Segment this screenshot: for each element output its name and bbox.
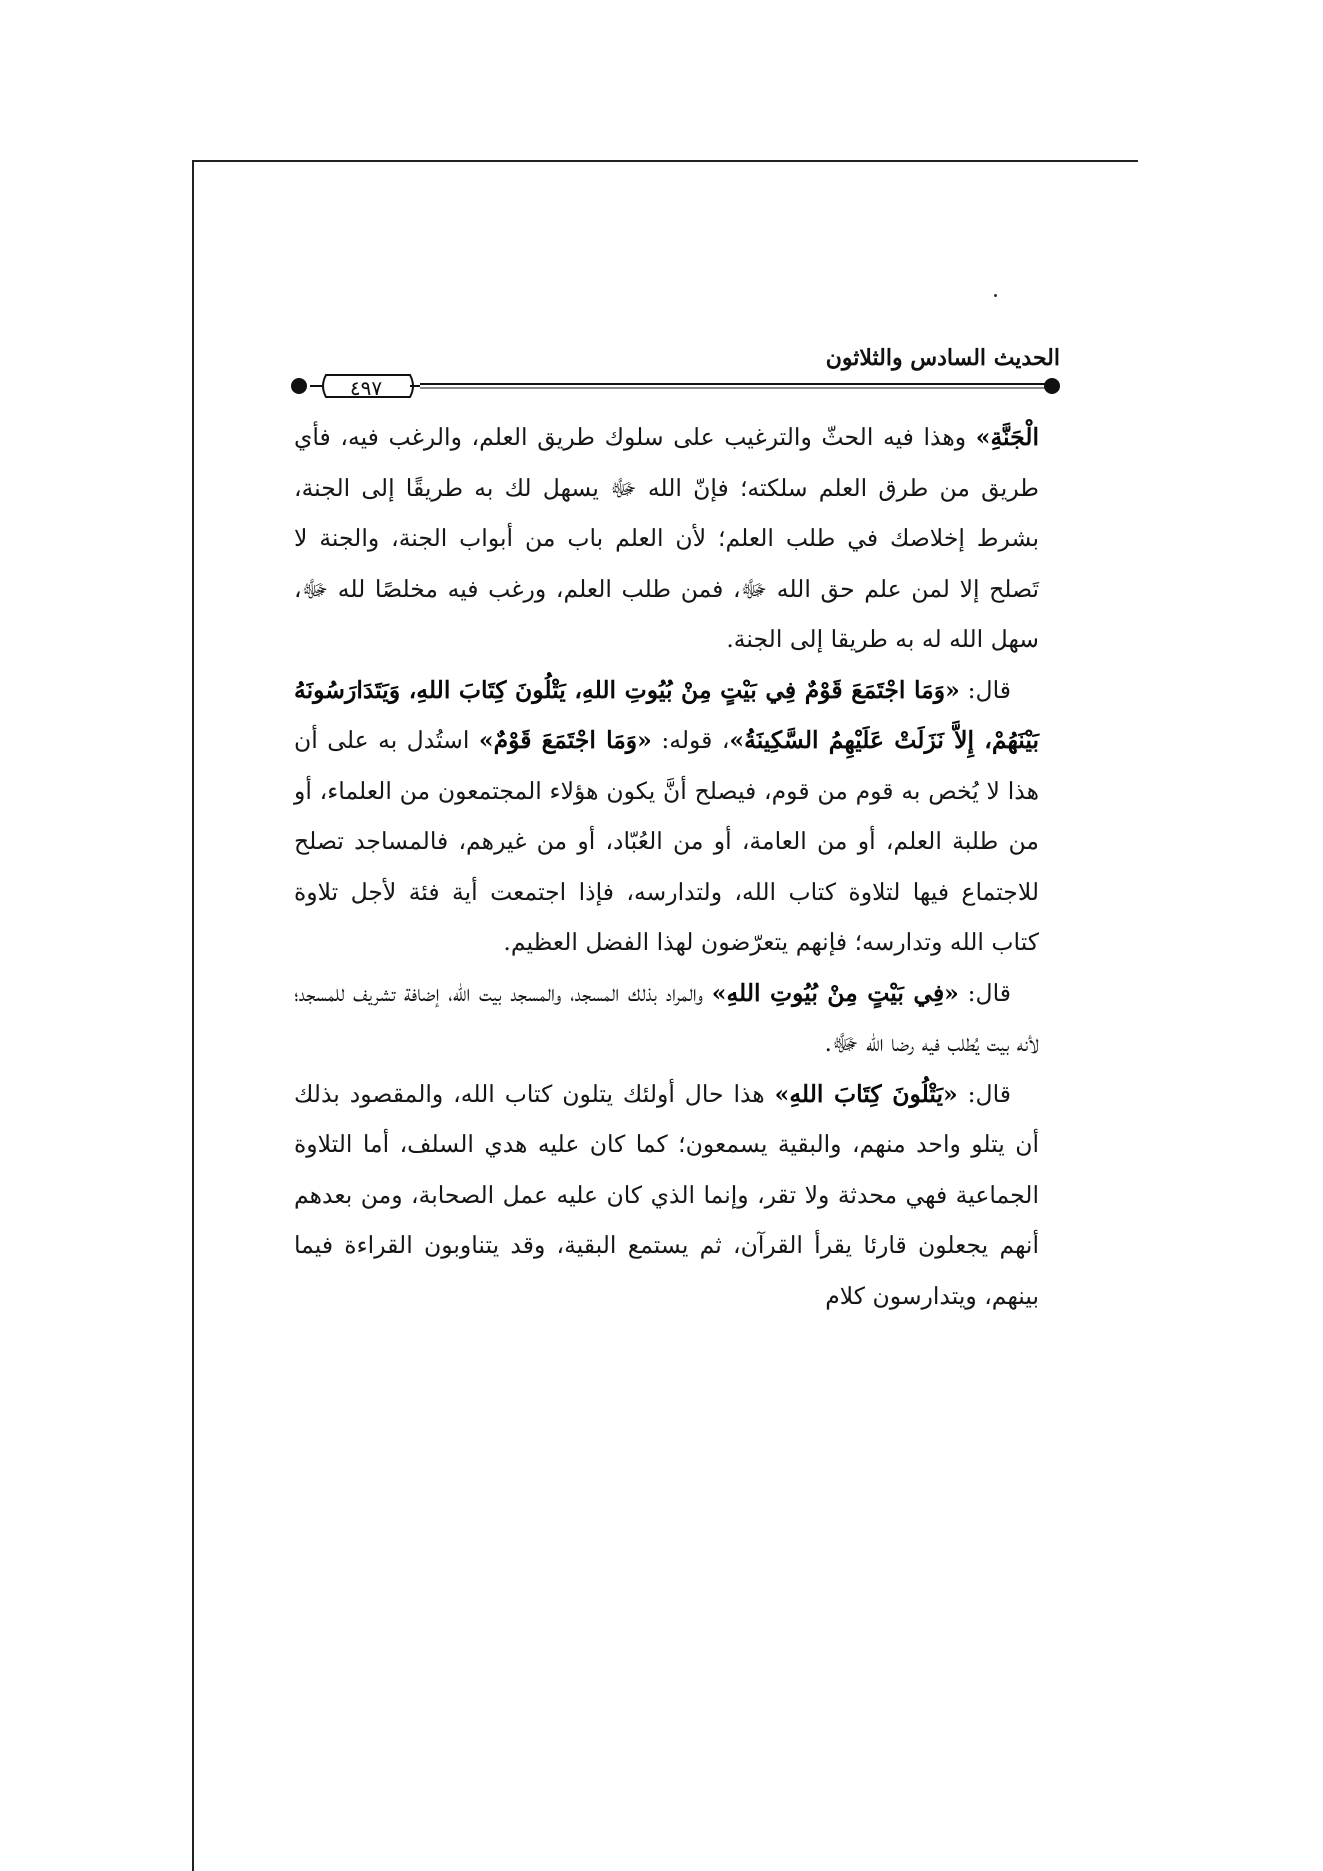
crop-mark-left [192,160,194,1871]
page-number: ٤٩٧ [349,376,383,400]
quoted-hadith-text: الْجَنَّةِ» [975,423,1039,451]
commentary-text: استُدل به على أن هذا لا يُخص به قوم من قوم، فيصلح أنَّ يكون هؤلاء المجتمعون من العلماء، أو من طلبة العلم، أو من العامة، أو من العُبّاد، أو من غيرهم، فالمساجد تصلح للاجتماع فيها لتلاوة كتاب الله، ولتدارسه، فإذا اجتمعت أية فئة لأجل تلاوة كتاب الله وتدارسه؛ فإنهم يتعرّضون لهذا الفضل العظيم. [294,726,1039,956]
commentary-text: قال: [959,675,1011,704]
commentary-text: والمراد بذلك المسجد، والمسجد بيت الله، إضافة تشريف للمسجد؛ لأنه بيت يُطلب فيه رضا الله ﷻ. [294,978,1039,1057]
quoted-hadith-text: «وَمَا اجْتَمَعَ قَوْمٌ» [478,726,652,754]
commentary-text: هذا حال أولئك يتلون كتاب الله، والمقصود بذلك أن يتلو واحد منهم، والبقية يسمعون؛ كما كان عليه هدي السلف، أما التلاوة الجماعية فهي محدثة ولا تقر، وإنما الذي كان عليه عمل الصحابة، ومن بعدهم أنهم يجعلون قارئا يقرأ القرآن، ثم يستمع البقية، وقد يتناوبون القراءة فيما بينهم، ويتدارسون كلام [294,1079,1039,1310]
commentary-text: قال: [958,978,1011,1007]
commentary-text: وهذا فيه الحثّ والترغيب على سلوك طريق العلم، والرغب فيه، فأي طريق من طرق العلم سلكته؛ فإنّ الله ﷻ يسهل لك به طريقًا إلى الجنة، بشرط إخلاصك في طلب العلم؛ لأن العلم باب من أبواب الجنة، والجنة لا تَصلح إلا لمن علم حق الله ﷻ، فمن طلب العلم، ورغب فيه مخلصًا لله ﷻ، سهل الله له به طريقا إلى الجنة. [294,423,1039,653]
quoted-hadith-text: «فِي بَيْتٍ مِنْ بُيُوتِ اللهِ» [711,978,959,1007]
quoted-hadith-text: «وَمَا اجْتَمَعَ قَوْمٌ فِي بَيْتٍ مِنْ بُيُوتِ اللهِ، يَتْلُونَ كِتَابَ اللهِ، وَيَتَدَارَسُونَهُ بَيْنَهُمْ، إِلاَّ نَزَلَتْ عَلَيْهِمُ السَّكِينَةُ» [294,675,1040,754]
body-text [294,412,1039,1321]
paragraph [294,1069,1039,1322]
scan-speck [994,294,997,297]
page-header [290,345,1060,405]
quoted-hadith-text: «يَتْلُونَ كِتَابَ اللهِ» [774,1079,958,1108]
commentary-text: قال: [957,1079,1012,1108]
chapter-title: الحديث السادس والثلاثون [825,345,1060,371]
crop-mark-top [192,160,1138,162]
commentary-text: ، قوله: [651,726,730,754]
paragraph [294,412,1039,665]
paragraph [294,968,1039,1069]
paragraph [294,665,1039,968]
